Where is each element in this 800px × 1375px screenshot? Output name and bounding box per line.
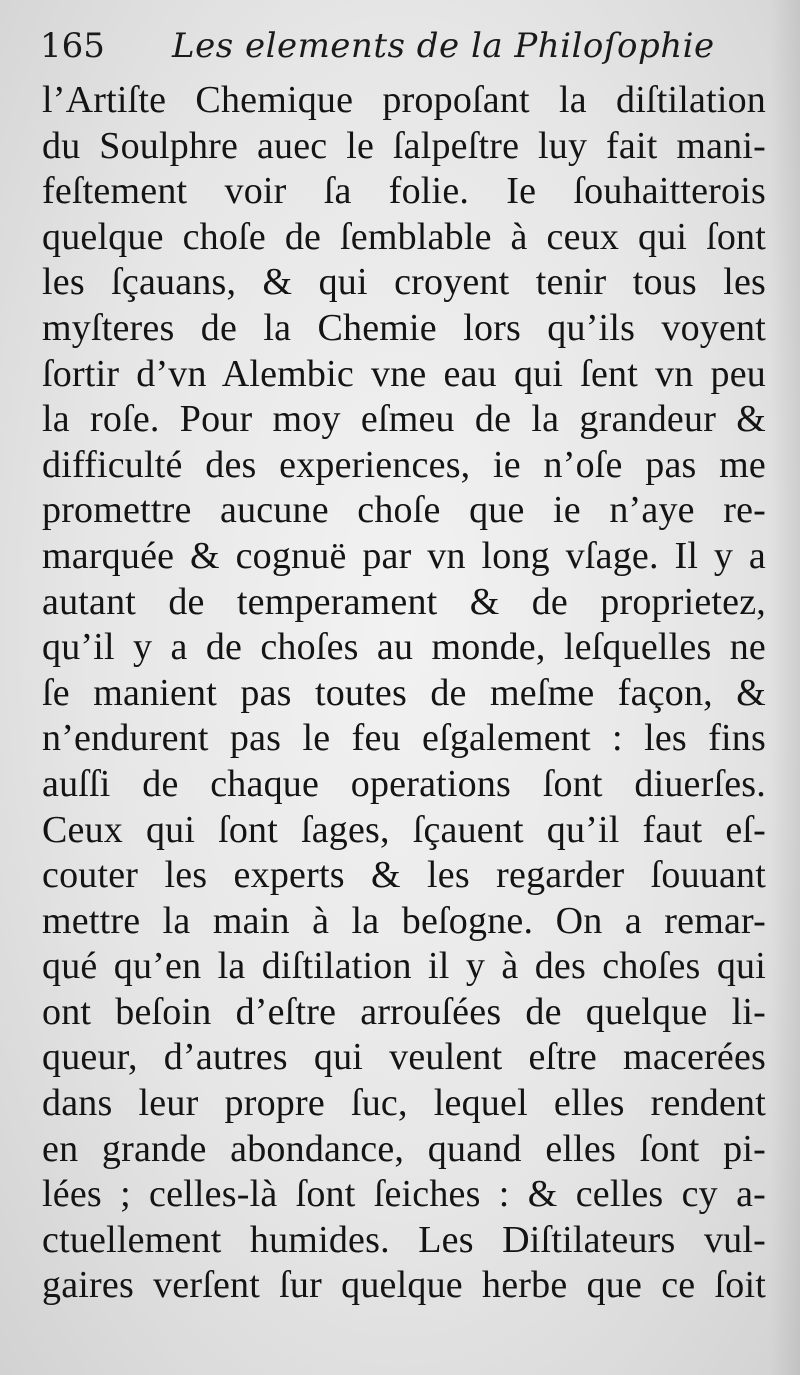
text-line: qué qu’en la diſtilation il y à des choſes qui [42, 945, 766, 988]
text-line: gaires verſent ſur quelque herbe que ce ſoit [42, 1264, 766, 1307]
text-line: dans leur propre ſuc, lequel elles rendent [42, 1082, 766, 1125]
running-title: Les elements de la Philoſophie [172, 26, 715, 66]
page-header [40, 20, 760, 76]
text-line: l’Artiſte Chemique propoſant la diſtilation [42, 79, 766, 121]
text-line: du Soulphre auec le ſalpeſtre luy fait mani- [42, 124, 766, 167]
text-line: auſſi de chaque operations ſont diuerſes. [42, 762, 766, 805]
text-line: les ſçauans, & qui croyent tenir tous les [42, 261, 766, 304]
page-number: 165 [40, 26, 105, 66]
text-line: ſortir d’vn Alembic vne eau qui ſent vn peu [42, 352, 766, 395]
text-line: couter les experts & les regarder ſouuant [42, 854, 766, 897]
text-line: ont beſoin d’eſtre arrouſées de quelque li- [42, 990, 766, 1033]
text-line: promettre aucune choſe que ie n’aye re- [42, 489, 766, 532]
text-line: ſe manient pas toutes de meſme façon, & [42, 671, 766, 714]
text-line: autant de temperament & de proprietez, [42, 580, 766, 623]
text-line: qu’il y a de choſes au monde, leſquelles ne [42, 626, 766, 669]
text-line: queur, d’autres qui veulent eſtre macerées [42, 1036, 766, 1079]
text-line: quelque choſe de ſemblable à ceux qui ſont [42, 215, 766, 258]
body-text [42, 78, 766, 1309]
text-line: n’endurent pas le feu eſgalement : les fins [42, 717, 766, 760]
text-line: feſtement voir ſa folie. Ie ſouhaitterois [42, 170, 766, 213]
text-line: marquée & cognuë par vn long vſage. Il y a [42, 534, 766, 577]
text-line: difficulté des experiences, ie n’oſe pas me [42, 443, 766, 486]
text-line: ctuellement humides. Les Diſtilateurs vul- [42, 1218, 766, 1261]
text-line: la roſe. Pour moy eſmeu de la grandeur & [42, 398, 766, 441]
text-line: Ceux qui ſont ſages, ſçauent qu’il faut eſ- [42, 808, 766, 851]
text-line: myſteres de la Chemie lors qu’ils voyent [42, 306, 766, 349]
page-edge-shadow [770, 0, 800, 1375]
text-line: lées ; celles-là ſont ſeiches : & celles cy a- [42, 1173, 766, 1216]
text-line: en grande abondance, quand elles ſont pi- [42, 1127, 766, 1170]
text-line: mettre la main à la beſogne. On a remar- [42, 899, 766, 942]
